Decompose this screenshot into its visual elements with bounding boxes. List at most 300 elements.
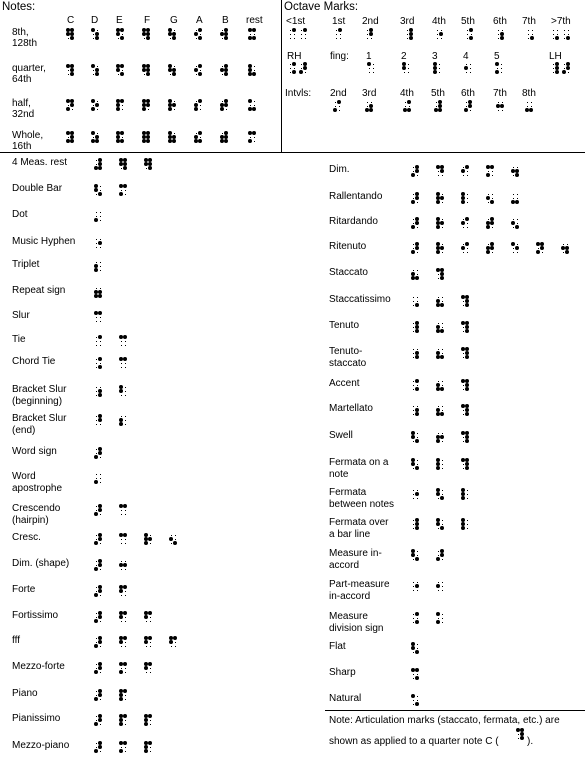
braille-empty-3 [96, 367, 97, 368]
right-sign-cell [411, 165, 419, 177]
braille-dot-3 [94, 722, 98, 726]
braille-empty-4 [417, 297, 418, 298]
braille-empty-5 [125, 720, 126, 721]
braille-dot-6 [224, 72, 228, 76]
braille-empty-3 [146, 672, 147, 673]
note-column-header: D [91, 15, 99, 26]
braille-empty-6 [150, 672, 151, 673]
braille-empty-1 [96, 239, 97, 240]
braille-empty-3 [121, 595, 122, 596]
right-sign-cell [411, 295, 419, 307]
braille-empty-5 [339, 106, 340, 107]
braille-empty-3 [463, 414, 464, 415]
braille-empty-1 [527, 102, 528, 103]
braille-empty-3 [463, 305, 464, 306]
braille-empty-6 [175, 646, 176, 647]
braille-dot-6 [469, 36, 473, 40]
braille-empty-3 [463, 389, 464, 390]
braille-empty-2 [463, 437, 464, 438]
braille-dot-2 [119, 589, 123, 593]
braille-empty-5 [439, 68, 440, 69]
octave-mark-label: 7th [522, 16, 536, 27]
braille-dot-6 [70, 139, 74, 143]
braille-dot-3 [562, 70, 566, 74]
braille-dot-5 [540, 246, 544, 250]
right-sign-cell [461, 192, 469, 204]
braille-empty-4 [442, 381, 443, 382]
braille-dot-2 [169, 640, 173, 644]
braille-empty-5 [417, 464, 418, 465]
braille-empty-5 [100, 478, 101, 479]
braille-dot-6 [520, 736, 524, 740]
braille-dot-3 [144, 541, 148, 545]
braille-dot-4 [337, 100, 341, 104]
braille-dot-6 [70, 72, 74, 76]
braille-empty-4 [531, 102, 532, 103]
left-sign-cell [94, 237, 102, 249]
braille-dot-5 [440, 221, 444, 225]
braille-dot-4 [490, 165, 494, 169]
braille-empty-1 [96, 535, 97, 536]
braille-empty-5 [125, 510, 126, 511]
braille-empty-5 [125, 341, 126, 342]
braille-dot-5 [98, 718, 102, 722]
braille-empty-3 [121, 543, 122, 544]
braille-dot-5 [415, 196, 419, 200]
sign-label: Crescendo [12, 503, 61, 514]
sign-label: Sharp [329, 667, 356, 678]
braille-empty-2 [96, 164, 97, 165]
braille-empty-3 [438, 528, 439, 529]
note-braille-cell [194, 99, 202, 111]
sign-label: in-accord [329, 591, 371, 602]
braille-empty-2 [413, 674, 414, 675]
left-sign-cell [94, 357, 102, 369]
right-sign-cell [436, 518, 444, 530]
note-column-header: rest [246, 15, 263, 26]
braille-empty-3 [413, 414, 414, 415]
braille-empty-2 [121, 341, 122, 342]
braille-empty-1 [96, 416, 97, 417]
note-braille-cell [66, 99, 74, 111]
braille-empty-5 [467, 198, 468, 199]
braille-dot-6 [98, 192, 102, 196]
braille-dot-3 [94, 480, 98, 484]
right-sign-cell [411, 431, 419, 443]
braille-empty-6 [100, 672, 101, 673]
braille-empty-6 [371, 38, 372, 39]
right-sign-cell [411, 404, 419, 416]
braille-empty-1 [413, 381, 414, 382]
braille-dot-6 [465, 387, 469, 391]
braille-empty-4 [467, 490, 468, 491]
braille-dot-2 [119, 615, 123, 619]
braille-empty-6 [417, 175, 418, 176]
braille-empty-6 [100, 751, 101, 752]
right-sign-cell [411, 379, 419, 391]
braille-empty-5 [557, 34, 558, 35]
braille-empty-3 [463, 175, 464, 176]
braille-empty-6 [467, 528, 468, 529]
braille-dot-4 [148, 636, 152, 640]
braille-empty-1 [438, 582, 439, 583]
braille-empty-2 [96, 420, 97, 421]
braille-empty-2 [96, 668, 97, 669]
braille-empty-5 [100, 190, 101, 191]
braille-empty-6 [542, 252, 543, 253]
braille-empty-1 [498, 30, 499, 31]
braille-empty-1 [96, 337, 97, 338]
braille-empty-2 [413, 410, 414, 411]
braille-dot-2 [511, 221, 515, 225]
braille-dot-4 [292, 28, 296, 32]
left-sign-cell [119, 559, 127, 571]
octave-mark-cell [334, 28, 342, 40]
braille-empty-2 [413, 700, 414, 701]
braille-empty-4 [442, 406, 443, 407]
braille-empty-2 [96, 747, 97, 748]
finger-label: 3 [432, 51, 438, 62]
right-sign-cell [411, 347, 419, 359]
braille-dot-6 [415, 276, 419, 280]
braille-dot-4 [98, 335, 102, 339]
braille-empty-3 [463, 441, 464, 442]
sign-label: Fermata on a [329, 457, 389, 468]
sign-label: Mezzo-forte [12, 661, 65, 672]
braille-empty-6 [150, 543, 151, 544]
braille-dot-6 [440, 412, 444, 416]
braille-dot-3 [464, 108, 468, 112]
braille-empty-4 [371, 102, 372, 103]
braille-dot-4 [198, 28, 202, 32]
note-braille-cell [168, 28, 176, 40]
braille-empty-6 [125, 699, 126, 700]
braille-dot-6 [415, 355, 419, 359]
right-sign-cell [436, 458, 444, 470]
braille-dot-5 [515, 246, 519, 250]
braille-empty-2 [290, 68, 291, 69]
braille-empty-6 [417, 202, 418, 203]
braille-empty-1 [467, 30, 468, 31]
braille-empty-3 [563, 252, 564, 253]
sign-label: Music Hyphen [12, 236, 76, 247]
braille-empty-3 [171, 543, 172, 544]
braille-dot-6 [224, 36, 228, 40]
finger-cell [367, 62, 375, 74]
braille-dot-6 [98, 365, 102, 369]
braille-empty-6 [417, 227, 418, 228]
sign-label: fff [12, 635, 20, 646]
braille-empty-3 [438, 498, 439, 499]
braille-empty-3 [367, 38, 368, 39]
left-sign-cell [94, 260, 102, 272]
interval-cell [496, 100, 504, 112]
braille-dot-3 [144, 749, 148, 753]
right-sign-cell [436, 612, 444, 624]
note-example-cell [516, 728, 524, 740]
braille-empty-4 [97, 101, 98, 102]
braille-empty-1 [171, 535, 172, 536]
braille-empty-3 [121, 168, 122, 169]
note-text-line2: shown as applied to a quarter note C ( [329, 736, 499, 747]
braille-empty-1 [513, 219, 514, 220]
braille-empty-6 [125, 646, 126, 647]
braille-dot-6 [148, 166, 152, 170]
braille-dot-6 [565, 250, 569, 254]
interval-cell [365, 100, 373, 112]
braille-empty-6 [100, 569, 101, 570]
left-sign-cell [144, 714, 152, 726]
braille-dot-4 [198, 64, 202, 68]
braille-dot-3 [411, 250, 415, 254]
braille-empty-4 [417, 582, 418, 583]
braille-empty-1 [438, 323, 439, 324]
braille-empty-6 [294, 38, 295, 39]
braille-empty-1 [96, 691, 97, 692]
braille-dot-2 [144, 640, 148, 644]
braille-dot-6 [415, 387, 419, 391]
braille-dot-5 [566, 66, 570, 70]
braille-dot-6 [95, 72, 99, 76]
braille-dot-4 [292, 62, 296, 66]
braille-empty-4 [417, 270, 418, 271]
left-sign-cell [94, 533, 102, 545]
braille-empty-4 [100, 186, 101, 187]
braille-empty-1 [405, 102, 406, 103]
left-sign-cell [94, 504, 102, 516]
braille-dot-6 [95, 36, 99, 40]
right-sign-cell [511, 165, 519, 177]
braille-empty-6 [417, 590, 418, 591]
left-sign-cell [144, 662, 152, 674]
section-divider-vertical [281, 0, 282, 152]
braille-empty-3 [93, 74, 94, 75]
braille-empty-3 [513, 227, 514, 228]
octave-mark-label: >7th [551, 16, 571, 27]
braille-empty-2 [463, 464, 464, 465]
right-sign-cell [461, 488, 469, 500]
braille-dot-2 [411, 553, 415, 557]
braille-dot-6 [440, 496, 444, 500]
braille-dot-3 [116, 107, 120, 111]
braille-empty-5 [373, 68, 374, 69]
braille-dot-4 [465, 165, 469, 169]
note-braille-cell [220, 131, 228, 143]
braille-dot-3 [436, 620, 440, 624]
braille-dot-3 [248, 139, 252, 143]
braille-empty-4 [100, 239, 101, 240]
braille-dot-1 [91, 131, 95, 135]
braille-dot-3 [411, 225, 415, 229]
braille-dot-4 [415, 612, 419, 616]
braille-empty-4 [501, 64, 502, 65]
braille-dot-3 [144, 722, 148, 726]
braille-empty-1 [196, 66, 197, 67]
note-braille-cell [248, 64, 256, 76]
braille-empty-4 [442, 194, 443, 195]
braille-empty-3 [93, 38, 94, 39]
braille-empty-5 [442, 618, 443, 619]
braille-empty-6 [100, 699, 101, 700]
braille-empty-6 [125, 424, 126, 425]
braille-empty-5 [125, 747, 126, 748]
braille-empty-4 [174, 66, 175, 67]
braille-empty-1 [466, 64, 467, 65]
braille-dot-5 [98, 563, 102, 567]
braille-dot-3 [168, 107, 172, 111]
left-sign-cell [144, 741, 152, 753]
sign-label: Piano [12, 688, 38, 699]
braille-empty-6 [125, 395, 126, 396]
braille-empty-5 [125, 617, 126, 618]
braille-empty-2 [335, 106, 336, 107]
braille-dot-5 [369, 32, 373, 36]
braille-empty-6 [100, 724, 101, 725]
sign-label: Bracket Slur [12, 413, 67, 424]
braille-dot-1 [248, 99, 252, 103]
braille-empty-2 [93, 70, 94, 71]
sign-label: Tenuto- [329, 346, 363, 357]
braille-empty-6 [97, 109, 98, 110]
braille-empty-6 [305, 38, 306, 39]
braille-empty-5 [442, 353, 443, 354]
right-sign-cell [511, 192, 519, 204]
braille-empty-2 [463, 353, 464, 354]
braille-dot-6 [198, 36, 202, 40]
braille-empty-1 [463, 219, 464, 220]
braille-empty-1 [413, 323, 414, 324]
braille-empty-5 [125, 420, 126, 421]
braille-empty-2 [93, 105, 94, 106]
braille-empty-6 [492, 175, 493, 176]
braille-empty-1 [301, 64, 302, 65]
left-sign-cell [119, 636, 127, 648]
braille-empty-2 [438, 555, 439, 556]
braille-dot-1 [411, 694, 415, 698]
braille-empty-3 [68, 74, 69, 75]
note-braille-cell [168, 99, 176, 111]
left-sign-cell [169, 533, 177, 545]
octave-heading: Octave Marks: [284, 1, 359, 13]
braille-empty-4 [97, 133, 98, 134]
braille-empty-3 [413, 305, 414, 306]
braille-empty-3 [437, 38, 438, 39]
finger-label: 4 [463, 51, 469, 62]
braille-empty-2 [413, 494, 414, 495]
braille-dot-2 [486, 196, 490, 200]
braille-empty-5 [100, 363, 101, 364]
braille-dot-3 [299, 70, 303, 74]
left-sign-cell [119, 414, 127, 426]
braille-empty-2 [413, 223, 414, 224]
braille-dot-3 [91, 107, 95, 111]
braille-empty-4 [254, 66, 255, 67]
braille-empty-5 [517, 223, 518, 224]
braille-empty-3 [553, 72, 554, 73]
braille-dot-3 [119, 670, 123, 674]
sign-label: Rallentando [329, 191, 383, 202]
braille-dot-6 [252, 36, 256, 40]
note-braille-cell [168, 131, 176, 143]
right-sign-cell [436, 379, 444, 391]
braille-empty-1 [438, 406, 439, 407]
braille-dot-4 [303, 28, 307, 32]
braille-empty-6 [125, 595, 126, 596]
left-sign-cell [144, 158, 152, 170]
braille-empty-6 [501, 72, 502, 73]
braille-empty-4 [439, 64, 440, 65]
left-sign-cell [144, 636, 152, 648]
braille-empty-2 [513, 198, 514, 199]
right-sign-cell [411, 642, 419, 654]
sign-label: Chord Tie [12, 356, 56, 367]
right-sign-cell [461, 379, 469, 391]
note-braille-cell [66, 64, 74, 76]
braille-empty-2 [405, 106, 406, 107]
braille-empty-6 [442, 441, 443, 442]
left-sign-cell [119, 357, 127, 369]
braille-dot-2 [436, 584, 440, 588]
braille-dot-3 [94, 512, 98, 516]
sign-label: Swell [329, 430, 353, 441]
braille-empty-5 [417, 437, 418, 438]
braille-empty-1 [413, 244, 414, 245]
braille-empty-3 [413, 622, 414, 623]
octave-mark-cell [405, 28, 413, 40]
braille-dot-4 [148, 662, 152, 666]
braille-dot-3 [94, 619, 98, 623]
braille-empty-4 [417, 433, 418, 434]
left-sign-cell [94, 472, 102, 484]
braille-dot-3 [94, 218, 98, 222]
left-sign-cell [94, 636, 102, 648]
braille-empty-6 [226, 109, 227, 110]
braille-empty-2 [121, 510, 122, 511]
braille-empty-5 [294, 68, 295, 69]
braille-empty-6 [150, 724, 151, 725]
braille-empty-1 [407, 30, 408, 31]
braille-empty-6 [100, 543, 101, 544]
braille-dot-5 [146, 103, 150, 107]
braille-empty-5 [467, 171, 468, 172]
braille-empty-1 [96, 262, 97, 263]
braille-dot-4 [123, 714, 127, 718]
right-sign-cell [461, 347, 469, 359]
braille-empty-6 [100, 270, 101, 271]
braille-dot-4 [123, 636, 127, 640]
braille-empty-1 [301, 30, 302, 31]
braille-empty-1 [498, 102, 499, 103]
notes-heading: Notes: [2, 1, 36, 13]
braille-dot-2 [411, 646, 415, 650]
braille-dot-4 [148, 741, 152, 745]
braille-empty-6 [442, 622, 443, 623]
braille-empty-6 [467, 202, 468, 203]
braille-empty-3 [121, 367, 122, 368]
left-hand-cell [551, 62, 559, 74]
braille-empty-6 [100, 621, 101, 622]
braille-empty-3 [196, 38, 197, 39]
braille-empty-5 [492, 198, 493, 199]
braille-dot-6 [369, 108, 373, 112]
braille-dot-6 [490, 200, 494, 204]
braille-dot-5 [148, 537, 152, 541]
braille-dot-4 [469, 28, 473, 32]
braille-empty-4 [100, 288, 101, 289]
braille-empty-4 [442, 614, 443, 615]
left-sign-cell [94, 158, 102, 170]
braille-empty-3 [146, 646, 147, 647]
